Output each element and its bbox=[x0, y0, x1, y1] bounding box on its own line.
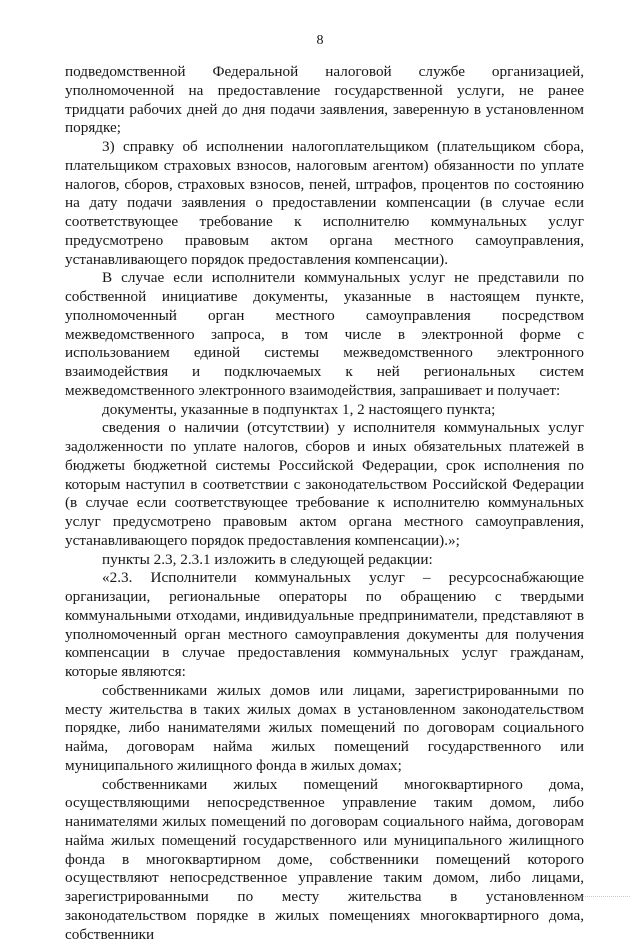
paragraph-debt-information: сведения о наличии (отсутствии) у исполнителя коммунальных услуг задолженности по уплате налогов, сборов и иных обязательных платежей в бюджеты бюджетной системы Российской Федерации, срок исполнения по которым наступил в соответствии с законодательством Российской Федерации (в случае если соответствующее требование к исполнителю коммунальных услуг предусмотрено правовым актом органа местного самоуправления, устанавливающего порядок предоставления компенсации).»; bbox=[65, 419, 584, 550]
paragraph-house-owners: собственниками жилых домов или лицами, зарегистрированными по месту жительства в таких жилых домах в установленном законодательством порядке, либо нанимателями жилых помещений по договорам социального найма, договорам найма жилых помещений государственного или муниципального жилищного фонда в жилых домах; bbox=[65, 682, 584, 776]
paragraph-interagency-request: В случае если исполнители коммунальных услуг не представили по собственной инициативе документы, указанные в настоящем пункте, уполномоченный орган местного самоуправления посредством межведомственного запроса, в том числе в электронной форме с использованием единой системы межведомственного электронного взаимодействия и подключаемых к ней региональных систем межведомственного электронного взаимодействия, запрашивает и получает: bbox=[65, 269, 584, 400]
paragraph-documents-subitems: документы, указанные в подпунктах 1, 2 настоящего пункта; bbox=[65, 401, 584, 420]
page-number: 8 bbox=[0, 33, 640, 49]
document-body bbox=[65, 63, 584, 944]
paragraph-clause-2-3: «2.3. Исполнители коммунальных услуг – ресурсоснабжающие организации, региональные операторы по обращению с твердыми коммунальными отходами, индивидуальные предприниматели, представляют в уполномоченный орган местного самоуправления документы для получения компенсации в случае предоставления коммунальных услуг гражданам, которые являются: bbox=[65, 569, 584, 682]
paragraph-apartment-owners: собственниками жилых помещений многоквартирного дома, осуществляющими непосредственное управление таким домом, либо нанимателями жилых помещений по договорам социального найма, договорам найма жилых помещений государственного или муниципального жилищного фонда в многоквартирном доме, собственники помещений которого осуществляют непосредственное управление таким домом, либо лицами, зарегистрированными по месту жительства в установленном законодательством порядке в жилых помещениях многоквартирного дома, собственники bbox=[65, 776, 584, 944]
paragraph-continuation: подведомственной Федеральной налоговой службе организацией, уполномоченной на предоставление государственной услуги, не ранее тридцати рабочих дней до дня подачи заявления, заверенную в установленном порядке; bbox=[65, 63, 584, 138]
paragraph-amend-clauses: пункты 2.3, 2.3.1 изложить в следующей редакции: bbox=[65, 551, 584, 570]
paragraph-item-3-tax-certificate: 3) справку об исполнении налогоплательщиком (плательщиком сбора, плательщиком страховых взносов, налоговым агентом) обязанности по уплате налогов, сборов, страховых взносов, пеней, штрафов, процентов по состоянию на дату подачи заявления о предоставлении компенсации (в случае если соответствующее требование к исполнителю коммунальных услуг предусмотрено правовым актом органа местного самоуправления, устанавливающего порядок предоставления компенсации). bbox=[65, 138, 584, 269]
scan-artifact bbox=[540, 892, 630, 897]
